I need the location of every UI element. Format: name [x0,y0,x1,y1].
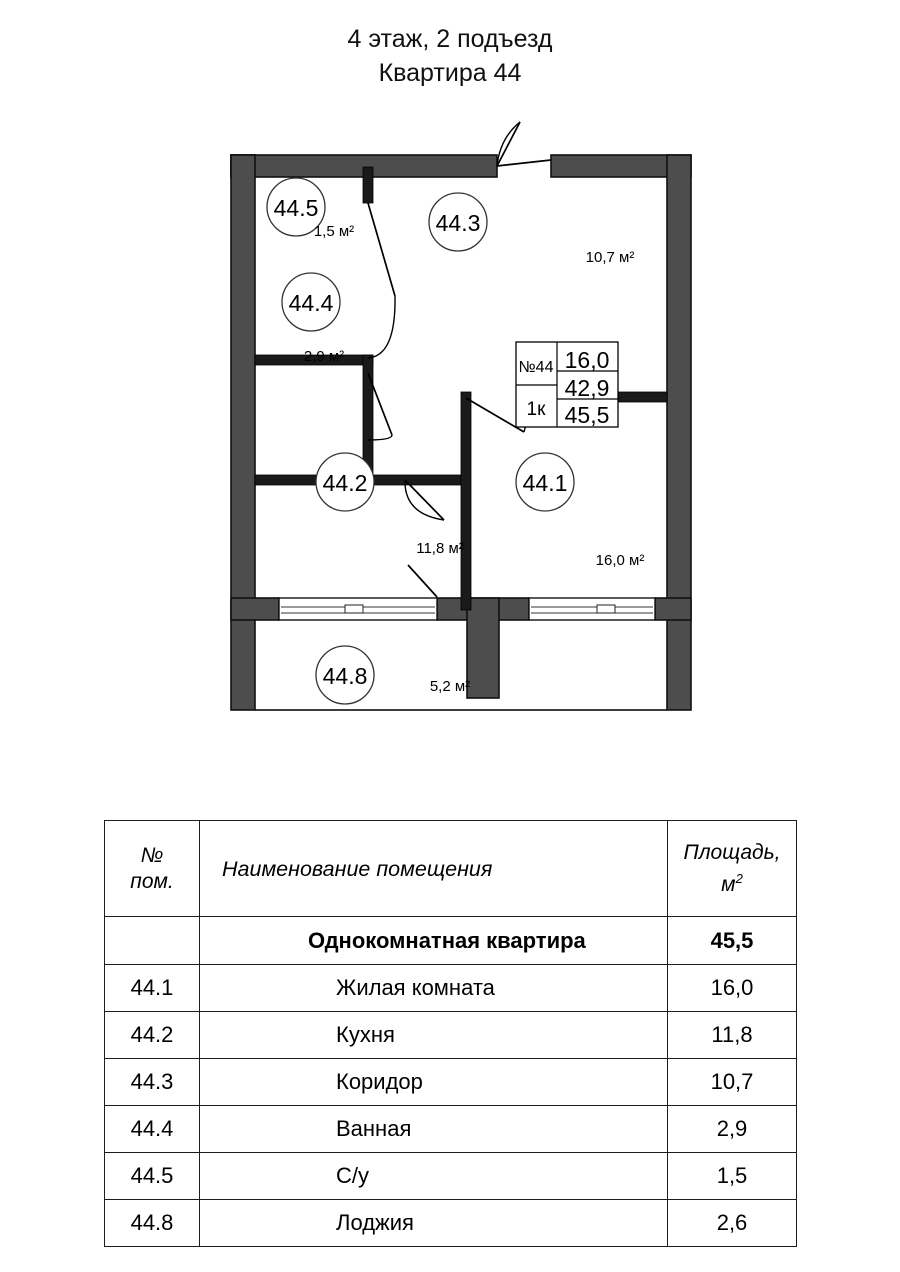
room-id-44-5: 44.5 [273,195,319,221]
row-cell-name: Кухня [200,1012,668,1059]
wall-left-exterior [231,155,255,710]
area-schedule-table [104,820,796,1247]
row-cell-area: 11,8 [668,1012,797,1059]
room-area-44-5: 1,5 м² [313,223,355,240]
room-area-44-4: 2,9 м² [303,348,345,365]
row-cell-number: 44.3 [105,1059,200,1106]
row-cell-area: 2,9 [668,1106,797,1153]
header-cell-number [105,821,200,917]
row-cell-name: Жилая комната [200,965,668,1012]
row-cell-number: 44.1 [105,965,200,1012]
room-bubble-44-5 [267,178,354,240]
row-cell-area: 10,7 [668,1059,797,1106]
room-id-44-3: 44.3 [435,210,481,236]
row-cell-name: Коридор [200,1059,668,1106]
door-wc [368,203,395,358]
partition-kitchen-top-right [373,475,461,485]
door-entrance [497,122,551,166]
title-line-floor-entrance: 4 этаж, 2 подъезд [347,25,553,53]
header-cell-name: Наименование помещения [200,821,668,917]
partition-wc-right-upper [363,167,373,203]
info-usable-area: 42,9 [564,375,610,401]
room-id-44-8: 44.8 [322,663,368,689]
total-cell-number [105,917,200,965]
row-cell-name: С/у [200,1153,668,1200]
room-bubble-44-4 [282,273,344,365]
apartment-info-box [516,342,618,428]
table-row [105,1106,797,1153]
table-row [105,965,797,1012]
room-id-44-2: 44.2 [322,470,368,496]
wall-right-exterior [667,155,691,710]
room-area-44-1: 16,0 м² [595,552,645,569]
room-bubble-44-2 [316,453,464,557]
title-line-apartment: Квартира 44 [378,59,522,87]
window-living-room [529,598,655,620]
header-area-superscript: 2 [735,870,743,886]
total-cell-area: 45,5 [668,917,797,965]
room-id-44-1: 44.1 [522,470,568,496]
header-area-line2: $м^2$ [721,870,743,896]
partition-corridor-living [461,392,471,610]
info-rooms-count: 1к [526,399,546,420]
row-cell-area: 2,6 [668,1200,797,1247]
header-number-line1: № [140,843,164,867]
window-kitchen [279,598,437,620]
total-cell-name: Однокомнатная квартира [200,917,668,965]
row-cell-name: Ванная [200,1106,668,1153]
header-area-line1: Площадь, [683,840,781,864]
row-cell-area: 1,5 [668,1153,797,1200]
door-kitchen [405,480,444,520]
room-area-44-3: 10,7 м² [585,249,635,266]
row-cell-name: Лоджия [200,1200,668,1247]
row-cell-number: 44.4 [105,1106,200,1153]
row-cell-area: 16,0 [668,965,797,1012]
door-loggia [408,565,437,597]
room-id-44-4: 44.4 [288,290,334,316]
row-cell-number: 44.2 [105,1012,200,1059]
room-bubble-44-1 [516,453,644,569]
header-number-line2: пом. [130,869,174,893]
table-row [105,1153,797,1200]
wall-bottom-right-jamb [655,598,691,620]
info-total-area: 45,5 [564,402,610,428]
room-labels [267,178,644,704]
table-row [105,1012,797,1059]
table-row [105,1200,797,1247]
header-cell-area [668,821,797,917]
table-header-row [105,821,797,917]
info-living-area: 16,0 [564,347,610,373]
room-area-44-2: 11,8 м² [416,540,464,557]
wall-center-fin [467,598,499,698]
row-cell-number: 44.5 [105,1153,200,1200]
floor-plan-drawing [0,110,900,750]
row-cell-number: 44.8 [105,1200,200,1247]
room-area-44-8: 5,2 м² [429,678,471,695]
page-title [0,22,900,90]
room-bubble-44-8 [316,646,470,704]
wall-bottom-left-jamb [231,598,279,620]
room-bubble-44-3 [429,193,634,266]
info-flat-number: №44 [518,359,554,376]
table-row-total [105,917,797,965]
table-row [105,1059,797,1106]
